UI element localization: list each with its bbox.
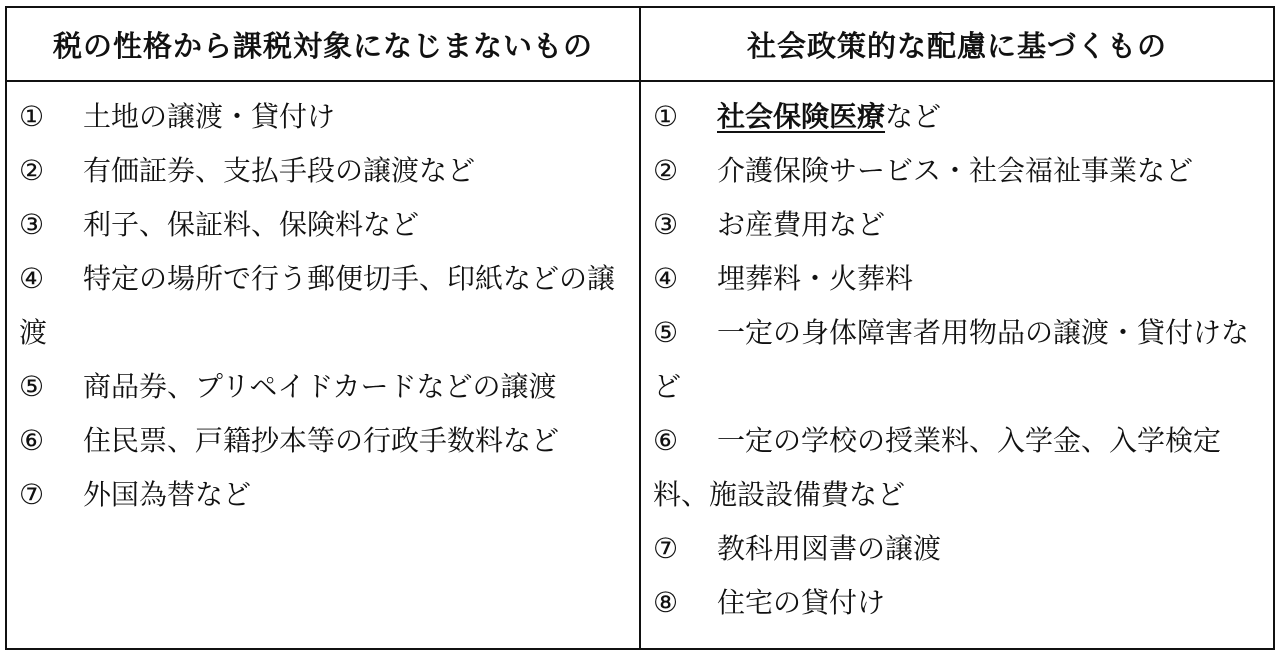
list-item: [653, 522, 1263, 576]
item-text: 埋葬料・火葬料: [717, 262, 914, 295]
item-text: など: [885, 100, 942, 133]
list-item: [653, 576, 1263, 630]
item-text: 特定の場所で行う郵便切手、印紙などの譲渡: [19, 262, 616, 349]
list-item: [19, 198, 629, 252]
item-text: 利子、保証料、保険料など: [83, 208, 420, 241]
list-item: [653, 144, 1263, 198]
list-item: [653, 198, 1263, 252]
list-item: [653, 252, 1263, 306]
list-item: [19, 144, 629, 198]
header-row: [6, 7, 1274, 81]
item-number: ①: [653, 100, 679, 133]
item-number: ②: [653, 154, 679, 187]
item-number: ⑥: [19, 424, 45, 457]
right-column-list: [640, 81, 1274, 649]
social-insurance-medical-link[interactable]: 社会保険医療: [717, 100, 886, 133]
list-item: [653, 90, 1263, 144]
item-number: ⑦: [653, 532, 679, 565]
list-item: [19, 252, 629, 360]
item-number: ③: [653, 208, 679, 241]
item-number: ⑤: [19, 370, 45, 403]
item-number: ④: [653, 262, 679, 295]
item-text: 住民票、戸籍抄本等の行政手数料など: [83, 424, 560, 457]
body-row: [6, 81, 1274, 649]
item-text: 有価証券、支払手段の譲渡など: [83, 154, 476, 187]
list-item: [653, 306, 1263, 414]
list-item: [19, 468, 629, 522]
item-text: 商品券、プリペイドカードなどの譲渡: [83, 370, 557, 403]
item-number: ⑧: [653, 586, 679, 619]
item-number: ③: [19, 208, 45, 241]
right-column-header: 社会政策的な配慮に基づくもの: [640, 7, 1274, 81]
item-number: ⑤: [653, 316, 679, 349]
list-item: [19, 90, 629, 144]
item-text: 外国為替など: [83, 478, 252, 511]
list-item: [19, 360, 629, 414]
item-text: 一定の学校の授業料、入学金、入学検定料、施設設備費など: [653, 424, 1222, 511]
left-column-header: 税の性格から課税対象になじまないもの: [6, 7, 640, 81]
item-text: 土地の譲渡・貸付け: [83, 100, 336, 133]
item-number: ④: [19, 262, 45, 295]
item-text: 一定の身体障害者用物品の譲渡・貸付けなど: [653, 316, 1250, 403]
item-number: ②: [19, 154, 45, 187]
list-item: [653, 414, 1263, 522]
non-taxable-table: [5, 6, 1275, 650]
item-text: 教科用図書の譲渡: [717, 532, 942, 565]
item-number: ⑥: [653, 424, 679, 457]
list-item: [19, 414, 629, 468]
item-text: お産費用など: [717, 208, 886, 241]
item-text: 介護保険サービス・社会福祉事業など: [717, 154, 1194, 187]
item-number: ①: [19, 100, 45, 133]
left-column-list: [6, 81, 640, 649]
item-number: ⑦: [19, 478, 45, 511]
item-text: 住宅の貸付け: [717, 586, 886, 619]
